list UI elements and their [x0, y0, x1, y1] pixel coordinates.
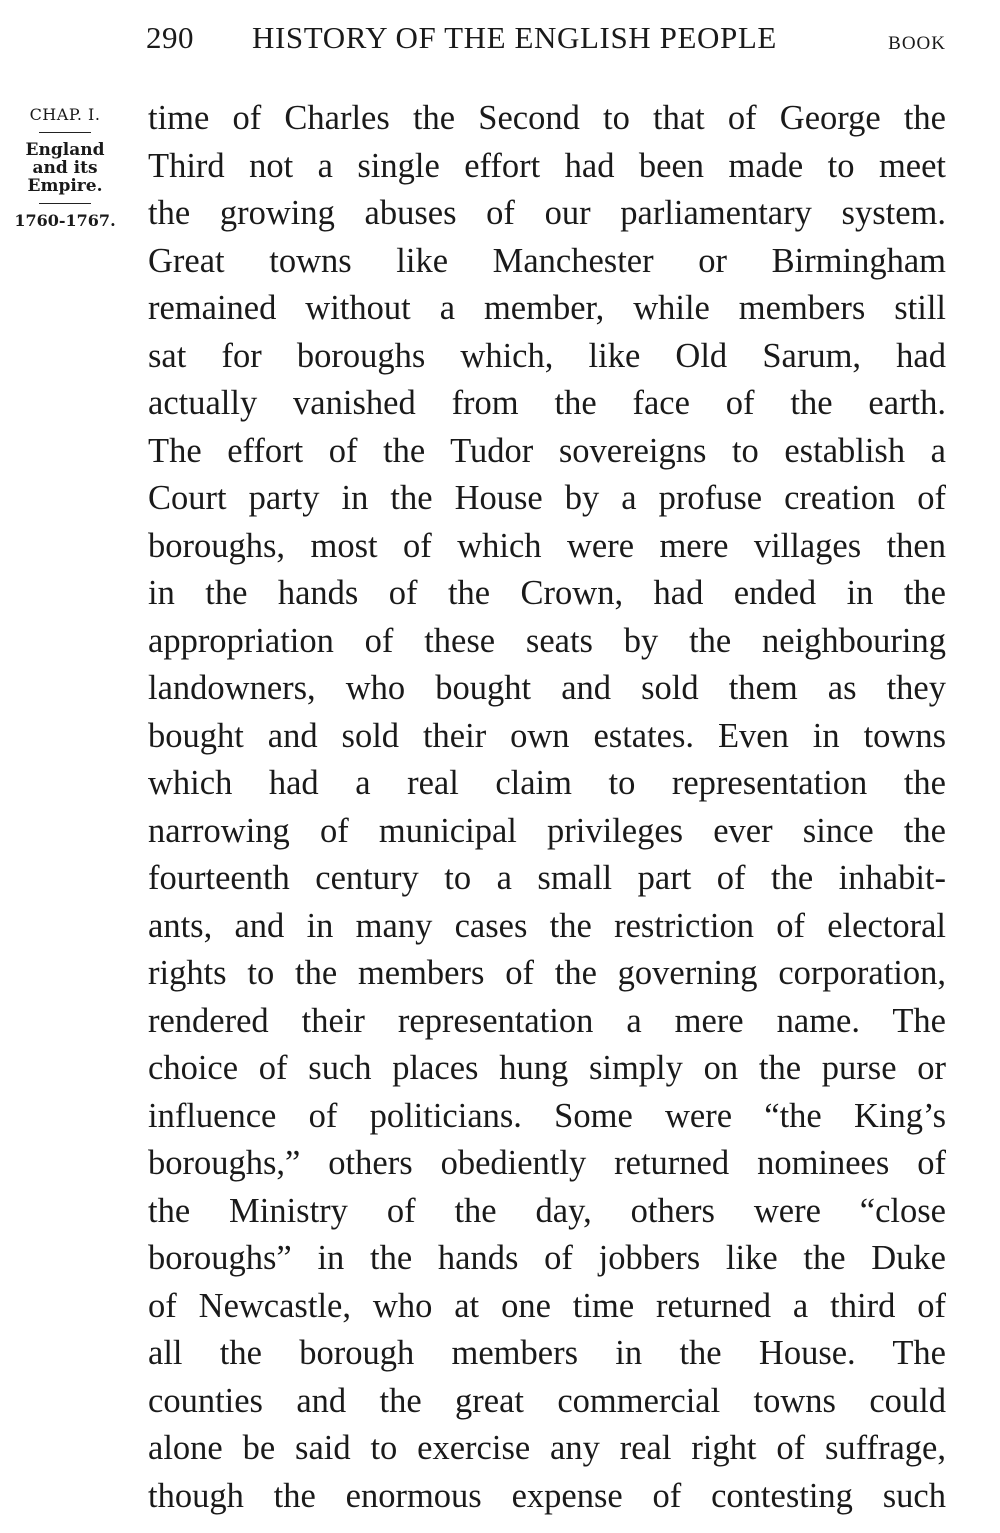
running-title: HISTORY OF THE ENGLISH PEOPLE: [252, 20, 777, 55]
page-number: 290: [146, 20, 194, 55]
text-line: Third not a single effort had been made to meet: [148, 146, 946, 185]
chapter-note: CHAP. I.: [29, 105, 101, 124]
body-text: [148, 95, 946, 1520]
text-line: The effort of the Tudor sovereigns to establish a: [148, 431, 946, 470]
text-line: appropriation of these seats by the neighbouring: [148, 621, 946, 660]
text-line: the growing abuses of our parliamentary system.: [148, 194, 946, 232]
topic-note-line-2: and its: [32, 158, 98, 178]
text-line: bought and sold their own estates. Even in towns: [148, 716, 946, 755]
text-line: of Newcastle, who at one time returned a third of: [148, 1286, 946, 1325]
text-line: fourteenth century to a small part of the inhabit-: [148, 859, 946, 897]
text-line: alone be said to exercise any real right of suffrage,: [148, 1429, 946, 1467]
text-line: rendered their representation a mere name. The: [148, 1001, 946, 1040]
text-line: rights to the members of the governing corporation,: [148, 954, 946, 992]
text-line: remained without a member, while members still: [148, 289, 946, 327]
text-line: boroughs,” others obediently returned nominees of: [148, 1144, 946, 1182]
text-line: influence of politicians. Some were “the King’s: [148, 1096, 946, 1135]
text-line: all the borough members in the House. The: [148, 1334, 946, 1372]
text-line: which had a real claim to representation the: [148, 764, 946, 802]
text-line: narrowing of municipal privileges ever since the: [148, 811, 946, 850]
text-line: actually vanished from the face of the earth.: [148, 384, 946, 422]
text-line: boroughs” in the hands of jobbers like the Duke: [148, 1239, 946, 1277]
text-line: ants, and in many cases the restriction of electoral: [148, 906, 946, 945]
text-line: Court party in the House by a profuse creation of: [148, 479, 946, 517]
text-line: counties and the great commercial towns could: [148, 1381, 946, 1420]
text-line: sat for boroughs which, like Old Sarum, had: [148, 336, 946, 375]
text-line: Great towns like Manchester or Birmingham: [148, 241, 946, 280]
date-range-note: 1760-1767.: [14, 211, 116, 230]
text-line: in the hands of the Crown, had ended in the: [148, 574, 946, 612]
margin-notes: [4, 100, 126, 230]
text-line: choice of such places hung simply on the purse or: [148, 1049, 946, 1087]
running-header: [146, 20, 946, 64]
text-line: the Ministry of the day, others were “close: [148, 1191, 946, 1230]
topic-note-line-3: Empire.: [27, 176, 103, 196]
text-line: landowners, who bought and sold them as they: [148, 669, 946, 707]
text-line: time of Charles the Second to that of George the: [148, 99, 946, 137]
topic-note-line-1: England: [25, 140, 105, 160]
text-line: boroughs, most of which were mere villages then: [148, 526, 946, 565]
text-line: though the enormous expense of contesting such: [148, 1476, 946, 1515]
book-label: BOOK: [888, 33, 946, 54]
